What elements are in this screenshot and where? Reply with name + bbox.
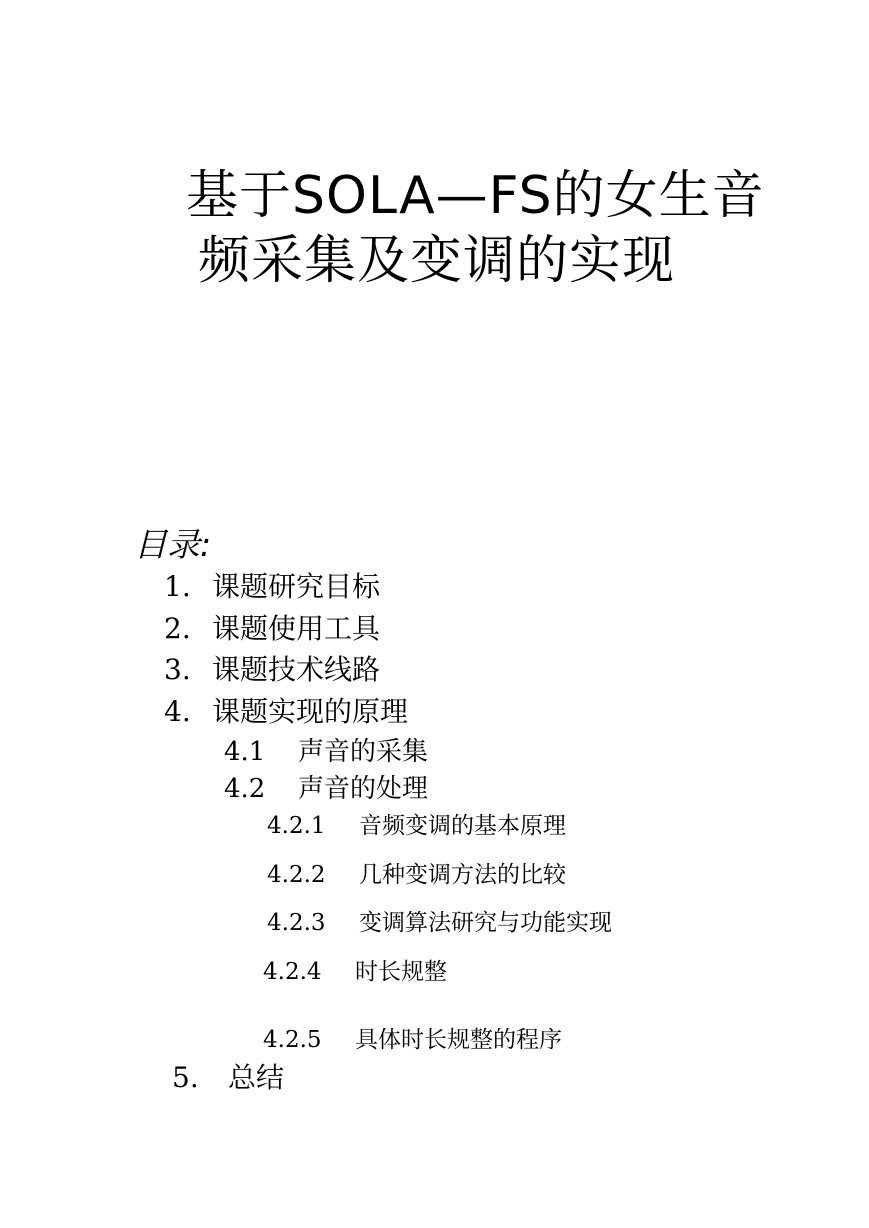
toc-entry-number: 4.2 bbox=[224, 774, 266, 804]
toc-entry-label: 声音的处理 bbox=[298, 774, 429, 804]
toc-entry-4 bbox=[164, 694, 408, 730]
document-title-line-2: 频采集及变调的实现 bbox=[198, 231, 676, 291]
toc-entry-4-1 bbox=[224, 735, 428, 769]
toc-entry-label: 变调算法研究与功能实现 bbox=[359, 910, 612, 936]
toc-entry-4-2-5 bbox=[263, 1025, 562, 1055]
toc-entry-5 bbox=[172, 1060, 284, 1096]
toc-heading: 目录: bbox=[134, 525, 212, 564]
toc-entry-number: 5. bbox=[172, 1061, 199, 1094]
toc-entry-4-2-3 bbox=[267, 908, 612, 938]
toc-entry-label: 时长规整 bbox=[355, 959, 447, 985]
toc-entry-label: 课题研究目标 bbox=[212, 570, 381, 603]
toc-entry-4-2 bbox=[224, 772, 428, 806]
toc-entry-label: 具体时长规整的程序 bbox=[355, 1027, 562, 1053]
toc-entry-label: 几种变调方法的比较 bbox=[359, 862, 566, 888]
toc-entry-label: 声音的采集 bbox=[298, 737, 429, 767]
toc-entry-number: 4.2.5 bbox=[263, 1027, 322, 1053]
toc-entry-number: 4.2.2 bbox=[267, 862, 326, 888]
toc-entry-label: 课题技术线路 bbox=[212, 653, 381, 686]
toc-entry-3 bbox=[164, 652, 380, 688]
toc-entry-number: 4.2.3 bbox=[267, 910, 326, 936]
toc-entry-number: 4.2.1 bbox=[267, 813, 326, 839]
toc-entry-2 bbox=[164, 611, 380, 647]
toc-entry-label: 课题实现的原理 bbox=[212, 695, 409, 728]
toc-entry-number: 4.1 bbox=[224, 737, 266, 767]
toc-entry-number: 3. bbox=[164, 653, 191, 686]
toc-entry-number: 4. bbox=[164, 695, 191, 728]
toc-entry-number: 2. bbox=[164, 612, 191, 645]
toc-entry-label: 课题使用工具 bbox=[212, 612, 381, 645]
toc-entry-label: 总结 bbox=[228, 1061, 285, 1094]
toc-entry-4-2-4 bbox=[263, 957, 447, 987]
toc-entry-number: 4.2.4 bbox=[263, 959, 322, 985]
toc-entry-4-2-1 bbox=[267, 811, 566, 841]
document-title-line-1: 基于SOLA—FS的女生音 bbox=[186, 166, 765, 226]
toc-entry-number: 1. bbox=[164, 570, 191, 603]
toc-entry-1 bbox=[164, 569, 380, 605]
toc-entry-4-2-2 bbox=[267, 860, 566, 890]
toc-entry-label: 音频变调的基本原理 bbox=[359, 813, 566, 839]
